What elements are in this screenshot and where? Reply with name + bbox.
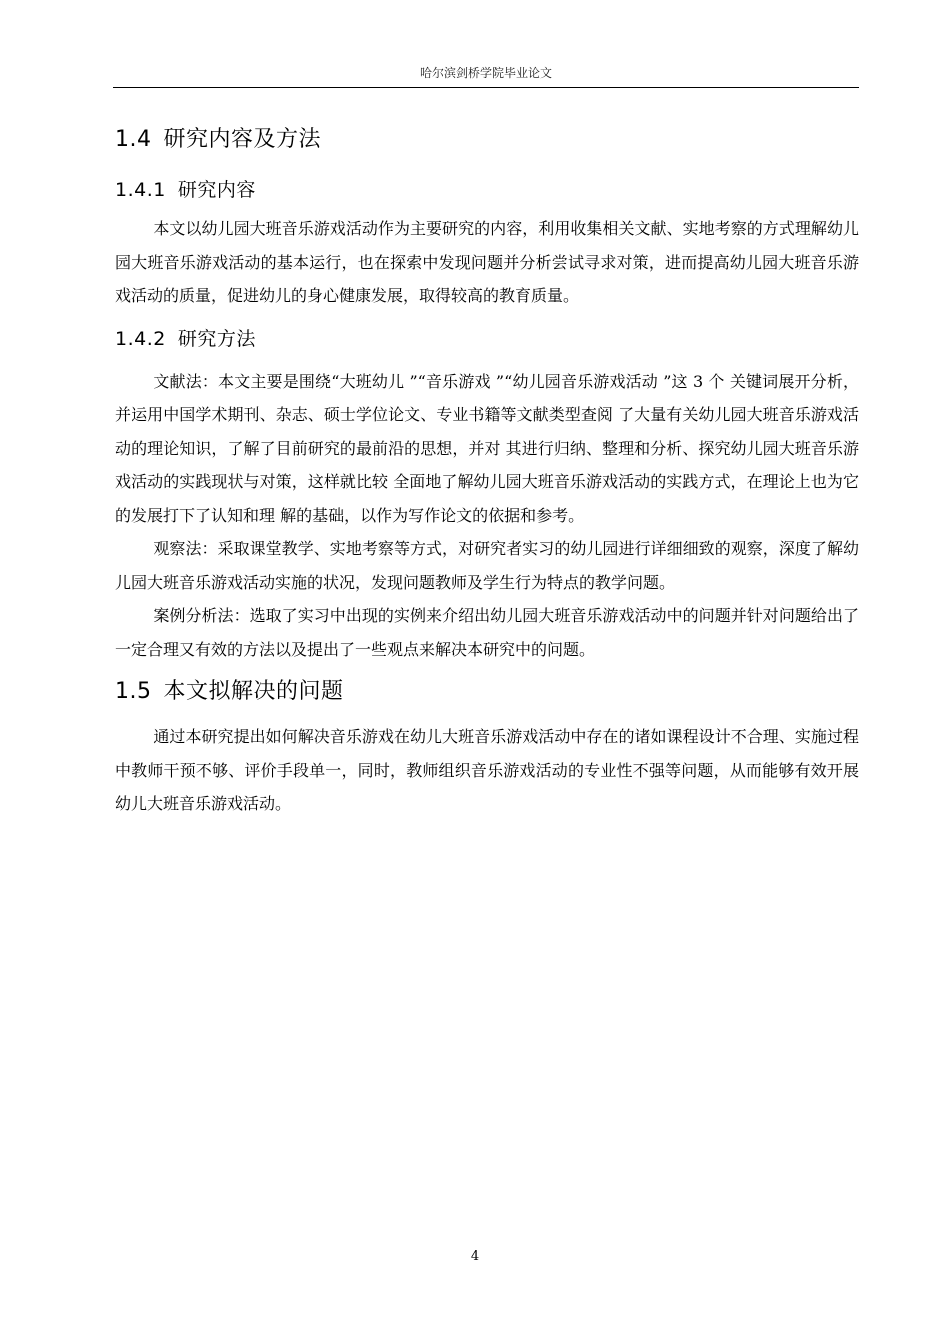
problems-paragraph: 通过本研究提出如何解决音乐游戏在幼儿大班音乐游戏活动中存在的诸如课程设计不合理、实施过程中教师干预不够、评价手段单一，同时，教师组织音乐游戏活动的专业性不强等问题，从而能够有效开展幼儿大班音乐游戏活动。 — [115, 727, 859, 813]
literature-method-paragraph: 文献法：本文主要是围绕“大班幼儿 ”“音乐游戏 ”“幼儿园音乐游戏活动 ”这 3 个 关键词展开分析，并运用中国学术期刊、杂志、硕士学位论文、专业书籍等文献类型查阅 了大量有关幼儿园大班音乐游戏活动的理论知识，了解了目前研究的最前沿的思想，并对 其进行归纳、整理和分析、探究幼儿园大班音乐游戏活动的实践现状与对策，这样就比较 全面地了解幼儿园大班音乐游戏活动的实践方式，在理论上也为它的发展打下了认知和理 解的基础，以作为写作论文的依据和参考。 — [115, 371, 859, 525]
observation-method-paragraph: 观察法：采取课堂教学、实地考察等方式，对研究者实习的幼儿园进行详细细致的观察，深度了解幼儿园大班音乐游戏活动实施的状况，发现问题教师及学生行为特点的教学问题。 — [115, 539, 859, 592]
research-content-paragraph: 本文以幼儿园大班音乐游戏活动作为主要研究的内容，利用收集相关文献、实地考察的方式理解幼儿园大班音乐游戏活动的基本运行，也在探索中发现问题并分析尝试寻求对策，进而提高幼儿园大班音乐游戏活动的质量，促进幼儿的身心健康发展，取得较高的教育质量。 — [115, 219, 859, 305]
header-divider — [113, 87, 859, 88]
page-number: 4 — [470, 1249, 480, 1264]
page-body — [115, 118, 859, 821]
section-number: 1.5 — [115, 679, 152, 704]
section-title: 研究内容 — [177, 179, 256, 201]
section-heading-1-5 — [115, 672, 859, 712]
section-title: 研究内容及方法 — [163, 127, 322, 152]
page-header: 哈尔滨剑桥学院毕业论文 — [419, 66, 552, 80]
section-heading-1-4-2 — [115, 321, 859, 357]
section-heading-1-4-1 — [115, 172, 859, 208]
case-analysis-paragraph: 案例分析法：选取了实习中出现的实例来介绍出幼儿园大班音乐游戏活动中的问题并针对问题给出了一定合理又有效的方法以及提出了一些观点来解决本研究中的问题。 — [115, 606, 859, 659]
section-number: 1.4 — [115, 127, 152, 152]
section-number: 1.4.2 — [115, 327, 166, 350]
section-heading-1-4 — [115, 120, 859, 160]
section-title: 研究方法 — [177, 327, 256, 350]
section-title: 本文拟解决的问题 — [163, 679, 344, 704]
section-number: 1.4.1 — [115, 179, 166, 201]
